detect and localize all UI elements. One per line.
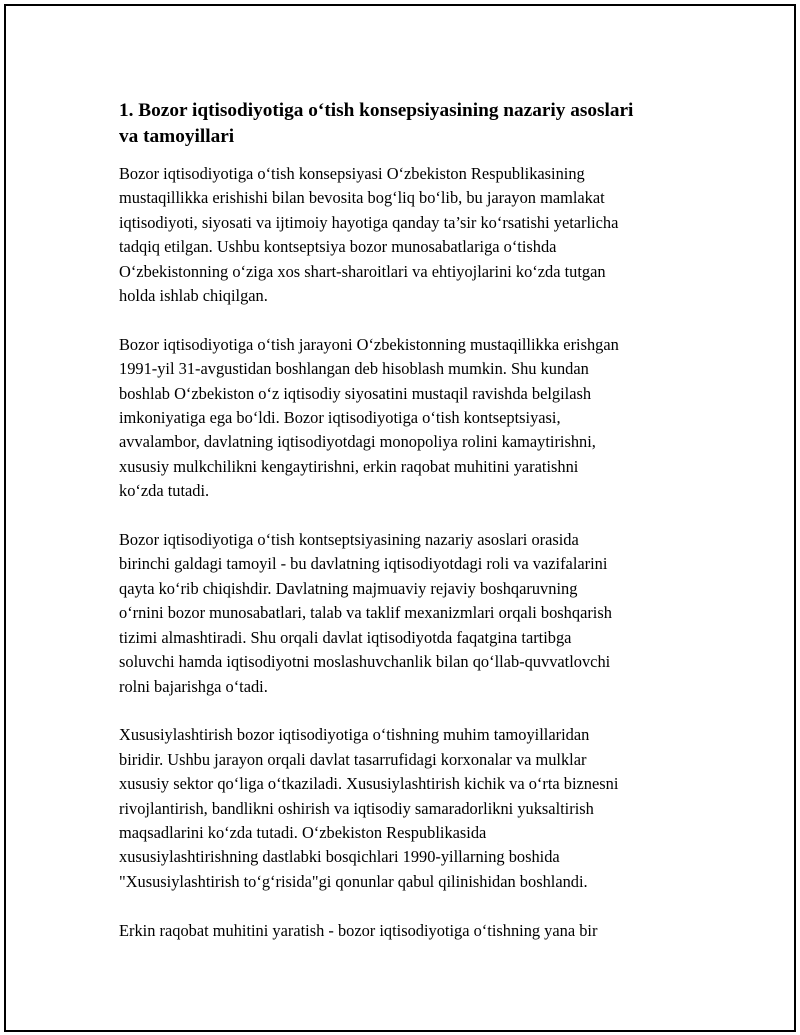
section-heading [119,98,694,150]
text-line: o‘rnini bozor munosabatlari, talab va taklif mexanizmlari orqali boshqarish [119,603,612,623]
text-line: O‘zbekistonning o‘ziga xos shart-sharoitlari va ehtiyojlarini ko‘zda tutgan [119,261,606,281]
text-line: Xususiylashtirish bozor iqtisodiyotiga o‘tishning muhim tamoyillaridan [119,725,590,745]
paragraph-4 [119,723,694,894]
text-line: birinchi galdagi tamoyil - bu davlatning iqtisodiyotdagi roli va vazifalarini [119,554,608,574]
text-line: rivojlantirish, bandlikni oshirish va iqtisodiy samaradorlikni yuksaltirish [119,798,594,818]
text-line: 1991-yil 31-avgustidan boshlangan deb hisoblash mumkin. Shu kundan [119,359,589,379]
text-line: Erkin raqobat muhitini yaratish - bozor iqtisodiyotiga o‘tishning yana bir [119,920,598,940]
text-line: ko‘zda tutadi. [119,481,210,501]
text-line: Bozor iqtisodiyotiga o‘tish konsepsiyasi O‘zbekiston Respublikasining [119,164,585,183]
text-line: mustaqillikka erishishi bilan bevosita bog‘liq bo‘lib, bu jarayon mamlakat [119,188,605,208]
text-line: iqtisodiyoti, siyosati va ijtimoiy hayotiga qanday ta’sir ko‘rsatishi yetarlicha [119,212,619,232]
text-line: rolni bajarishga o‘tadi. [119,676,268,696]
text-line: "Xususiylashtirish to‘g‘risida"gi qonunlar qabul qilinishidan boshlandi. [119,871,588,891]
text-line: holda ishlab chiqilgan. [119,286,268,306]
document-page [4,4,796,1032]
heading-line: va tamoyillari [119,126,235,147]
paragraph-5 [119,919,694,943]
text-line: tizimi almashtiradi. Shu orqali davlat iqtisodiyotda faqatgina tartibga [119,627,572,647]
text-line: xususiylashtirishning dastlabki bosqichlari 1990-yillarning boshida [119,847,560,867]
paragraph-2 [119,333,694,504]
text-line: imkoniyatiga ega bo‘ldi. Bozor iqtisodiyotiga o‘tish kontseptsiyasi, [119,408,561,428]
text-line: biridir. Ushbu jarayon orqali davlat tasarrufidagi korxonalar va mulklar [119,749,587,769]
document-body [119,98,694,967]
text-line: Bozor iqtisodiyotiga o‘tish kontseptsiyasining nazariy asoslari orasida [119,530,579,550]
text-line: Bozor iqtisodiyotiga o‘tish jarayoni O‘zbekistonning mustaqillikka erishgan [119,334,619,354]
paragraph-3 [119,528,694,699]
paragraph-1 [119,162,694,308]
text-line: maqsadlarini ko‘zda tutadi. O‘zbekiston Respublikasida [119,822,487,842]
heading-line: 1. Bozor iqtisodiyotiga o‘tish konsepsiyasining nazariy asoslari [119,100,634,121]
text-line: boshlab O‘zbekiston o‘z iqtisodiy siyosatini mustaqil ravishda belgilash [119,383,592,403]
text-line: qayta ko‘rib chiqishdir. Davlatning majmuaviy rejaviy boshqaruvning [119,578,578,598]
text-line: soluvchi hamda iqtisodiyotni moslashuvchanlik bilan qo‘llab-quvvatlovchi [119,652,611,672]
text-line: avvalambor, davlatning iqtisodiyotdagi monopoliya rolini kamaytirishni, [119,432,596,452]
text-line: xususiy mulkchilikni kengaytirishni, erkin raqobat muhitini yaratishni [119,456,579,476]
text-line: xususiy sektor qo‘liga o‘tkaziladi. Xususiylashtirish kichik va o‘rta biznesni [119,774,619,794]
text-line: tadqiq etilgan. Ushbu kontseptsiya bozor munosabatlariga o‘tishda [119,237,557,257]
